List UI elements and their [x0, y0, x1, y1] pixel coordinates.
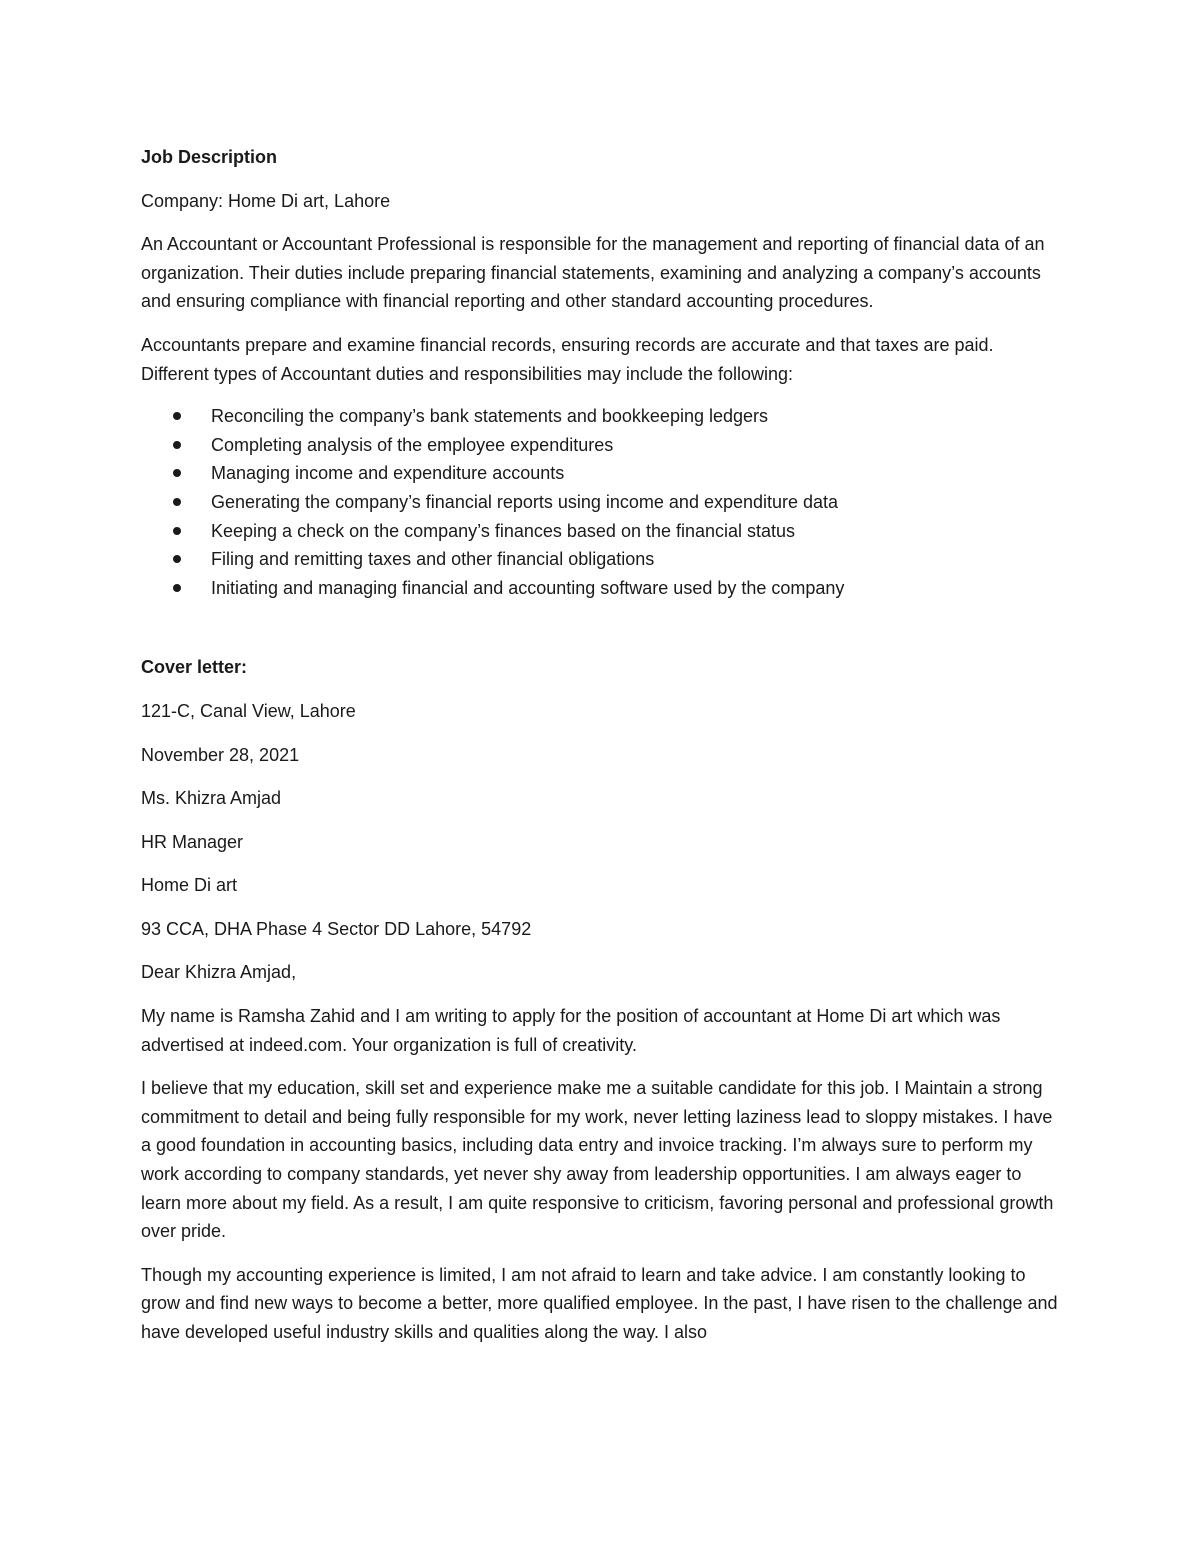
letter-body-3: Though my accounting experience is limited, I am not afraid to learn and take advice. I am constantly looking to grow and find new ways to become a better, more qualified employee. In the past, I have risen to the challenge and have developed useful industry skills and qualities along the way. I also [141, 1264, 1058, 1342]
job-paragraph-2: Accountants prepare and examine financial records, ensuring records are accurate and that taxes are paid. Different types of Accountant duties and responsibilities may include the following: [141, 334, 994, 384]
duty-item [141, 517, 1061, 546]
bullet-icon [173, 555, 181, 563]
section-spacer [141, 602, 1061, 653]
duty-text: Keeping a check on the company’s finances based on the financial status [211, 520, 796, 541]
cover-letter-heading: Cover letter: [141, 657, 248, 678]
duty-item [141, 574, 1061, 603]
duty-text: Generating the company’s financial reports using income and expenditure data [211, 491, 839, 512]
duty-text: Managing income and expenditure accounts [211, 463, 565, 484]
recipient-title: HR Manager [141, 831, 244, 852]
sender-address: 121-C, Canal View, Lahore [141, 700, 356, 721]
duty-text: Initiating and managing financial and accounting software used by the company [211, 577, 845, 598]
duty-text: Filing and remitting taxes and other financial obligations [211, 549, 655, 570]
bullet-icon [173, 527, 181, 535]
salutation: Dear Khizra Amjad, [141, 962, 297, 983]
duty-item [141, 459, 1061, 488]
bullet-icon [173, 584, 181, 592]
duty-item [141, 431, 1061, 460]
duty-item [141, 402, 1061, 431]
letter-body-2: I believe that my education, skill set and experience make me a suitable candidate for this job. I Maintain a strong commitment to detail and being fully responsible for my work, never letting laziness lead to sloppy mistakes. I have a good foundation in accounting basics, including data entry and invoice tracking. I’m always sure to perform my work according to company standards, yet never shy away from leadership opportunities. I am always eager to learn more about my field. As a result, I am quite responsive to criticism, favoring personal and professional growth over pride. [141, 1078, 1054, 1242]
job-description-heading: Job Description [141, 147, 278, 167]
recipient-company: Home Di art [141, 875, 238, 896]
duty-item [141, 488, 1061, 517]
duty-text: Completing analysis of the employee expenditures [211, 434, 614, 455]
duty-item [141, 545, 1061, 574]
bullet-icon [173, 469, 181, 477]
recipient-address: 93 CCA, DHA Phase 4 Sector DD Lahore, 54792 [141, 918, 532, 939]
company-line: Company: Home Di art, Lahore [141, 190, 391, 211]
letter-date: November 28, 2021 [141, 744, 300, 765]
job-paragraph-1: An Accountant or Accountant Professional is responsible for the management and reporting of financial data of an organization. Their duties include preparing financial statements, examining and analyzing a company’s accounts and ensuring compliance with financial reporting and other standard accounting procedures. [141, 234, 1045, 312]
document-content [141, 143, 1061, 1362]
duties-list [141, 402, 1061, 602]
recipient-name: Ms. Khizra Amjad [141, 788, 282, 809]
bullet-icon [173, 441, 181, 449]
letter-body-1: My name is Ramsha Zahid and I am writing to apply for the position of accountant at Home Di art which was advertised at indeed.com. Your organization is full of creativity. [141, 1006, 1001, 1055]
duty-text: Reconciling the company’s bank statements and bookkeeping ledgers [211, 406, 769, 427]
bullet-icon [173, 412, 181, 420]
bullet-icon [173, 498, 181, 506]
